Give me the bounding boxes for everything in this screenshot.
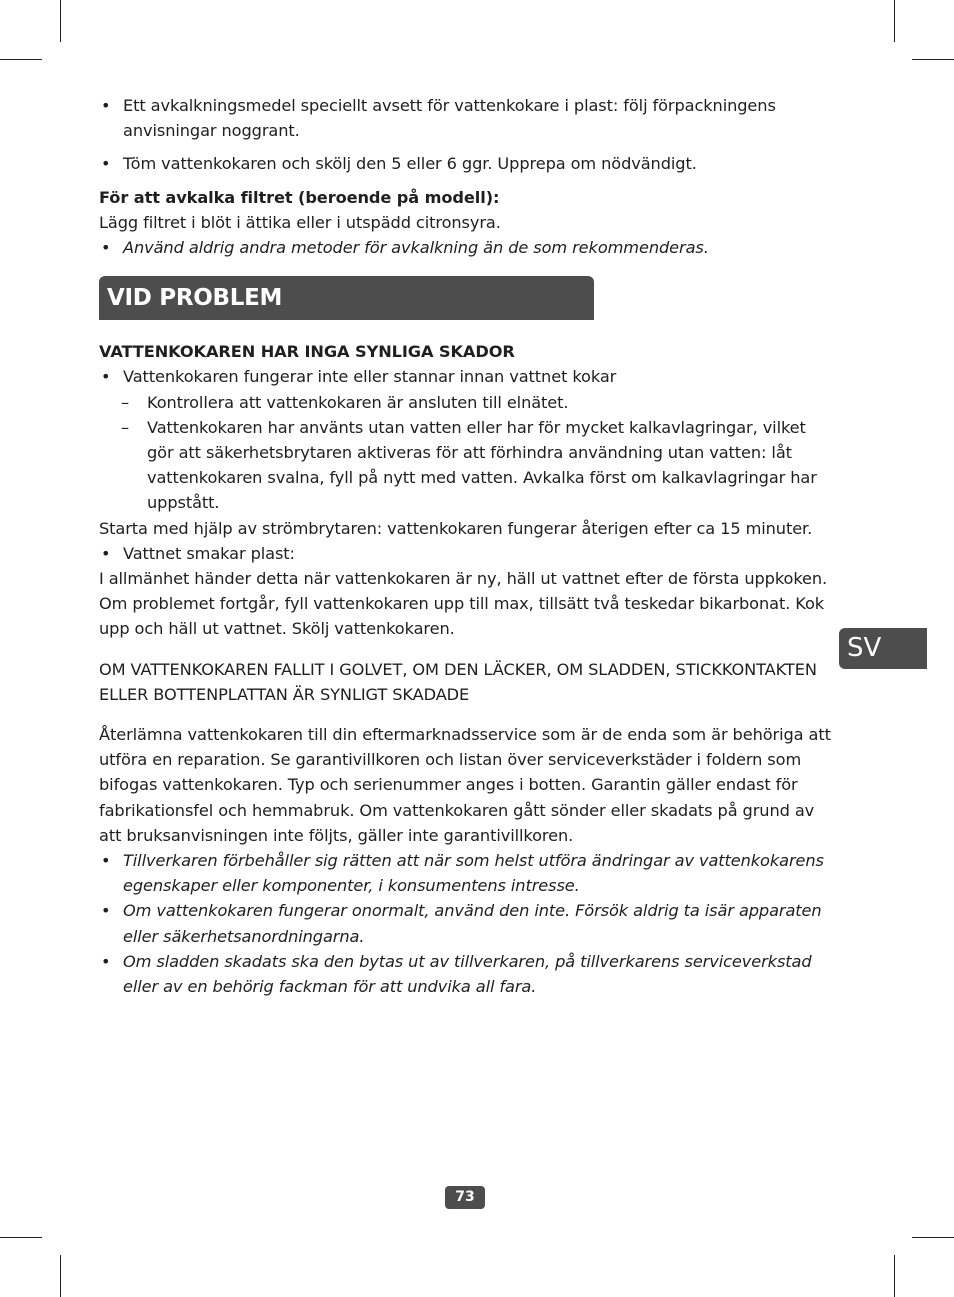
crop-mark — [912, 1237, 954, 1238]
crop-mark — [0, 59, 42, 60]
no-damage-heading: VATTENKOKAREN HAR INGA SYNLIGA SKADOR — [99, 342, 515, 362]
damaged-heading: OM VATTENKOKAREN FALLIT I GOLVET, OM DEN LÄCKER, OM SLADDEN, STICKKONTAKTEN ELLER BOTTENPLATTAN ÄR SYNLIGT SKADADE — [99, 659, 817, 704]
crop-mark — [894, 1255, 895, 1297]
filter-text: Lägg filtret i blöt i ättika eller i utspädd citronsyra. — [99, 212, 501, 232]
crop-mark — [60, 1255, 61, 1297]
filter-heading: För att avkalka filtret (beroende på modell): — [99, 187, 500, 207]
page-number: 73 — [445, 1186, 485, 1209]
damaged-note: • Om vattenkokaren fungerar onormalt, använd den inte. Försök aldrig ta isär apparaten eller säkerhetsanordningarna. — [99, 898, 834, 948]
intro-bullet: • Töm vattenkokaren och skölj den 5 eller 6 ggr. Upprepa om nödvändigt. — [99, 151, 834, 176]
list-item: – Kontrollera att vattenkokaren är ansluten till elnätet. — [99, 390, 834, 415]
filter-note: • Använd aldrig andra metoder för avkalkning än de som rekommenderas. — [99, 235, 834, 260]
language-tab: SV — [839, 628, 927, 669]
list-item: • Vattnet smakar plast: — [99, 541, 834, 566]
list-item: • Vattenkokaren fungerar inte eller stannar innan vattnet kokar — [99, 364, 834, 389]
taste-text: I allmänhet händer detta när vattenkokaren är ny, häll ut vattnet efter de första uppkoken. Om problemet fortgår, fyll vattenkokaren upp till max, tillsätt två teskedar bikarbonat. Kok upp och häll ut vattnet. Skölj vattenkokaren. — [99, 569, 828, 639]
damaged-note: • Om sladden skadats ska den bytas ut av tillverkaren, på tillverkarens serviceverkstad eller av en behörig fackman för att undvika all fara. — [99, 949, 834, 999]
crop-mark — [0, 1237, 42, 1238]
crop-mark — [912, 59, 954, 60]
section-banner: VID PROBLEM — [99, 276, 594, 320]
intro-bullet: • Ett avkalkningsmedel speciellt avsett för vattenkokare i plast: följ förpackningens anvisningar noggrant. — [99, 93, 834, 143]
crop-mark — [894, 0, 895, 42]
restart-text: Starta med hjälp av strömbrytaren: vattenkokaren fungerar återigen efter ca 15 minuter. — [99, 518, 813, 538]
damaged-note: • Tillverkaren förbehåller sig rätten att när som helst utföra ändringar av vattenkokarens egenskaper eller komponenter, i konsumentens intresse. — [99, 848, 834, 898]
page-content — [99, 93, 834, 999]
damaged-text: Återlämna vattenkokaren till din eftermarknadsservice som är de enda som är behöriga att utföra en reparation. Se garantivillkoren och listan över serviceverkstäder i foldern som bifogas vattenkokaren. Typ och serienummer anges i botten. Garantin gäller endast för fabrikationsfel och hemmabruk. Om vattenkokaren gått sönder eller skadats på grund av att bruksanvisningen inte följts, gäller inte garantivillkoren. — [99, 725, 831, 845]
crop-mark — [60, 0, 61, 42]
list-item: – Vattenkokaren har använts utan vatten eller har för mycket kalkavlagringar, vilket gör att säkerhetsbrytaren aktiveras för att förhindra användning utan vatten: låt vattenkokaren svalna, fyll på nytt med vatten. Avkalka först om kalkavlagringar har uppstått. — [99, 415, 834, 516]
